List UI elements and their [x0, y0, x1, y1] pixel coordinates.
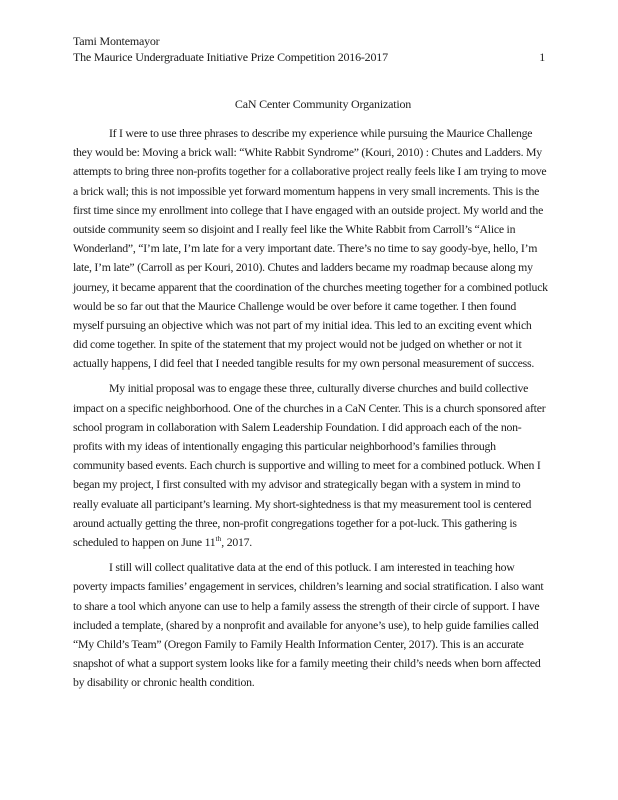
- text-line: journey, it became apparent that the coordination of the churches meeting together for a combined potluck: [73, 279, 548, 294]
- text-line: I still will collect qualitative data at the end of this potluck. I am interested in teaching how: [109, 560, 515, 575]
- document-title: CaN Center Community Organization: [234, 97, 412, 111]
- text-line: around actually getting the three, non-profit congregations together for a pot-luck. This gathering is: [73, 515, 517, 530]
- competition-title: The Maurice Undergraduate Initiative Prize Competition 2016-2017: [73, 50, 388, 64]
- paragraph: [73, 379, 545, 552]
- text-line: poverty impacts families’ engagement in services, children’s learning and social stratification. I also want: [73, 579, 544, 594]
- page-header: [73, 33, 545, 65]
- text-line: first time since my enrollment into college that I have engaged with an outside project. My world and the: [73, 202, 544, 217]
- text-segment: scheduled to happen on June 11: [73, 534, 216, 549]
- text-line: My initial proposal was to engage these three, culturally diverse churches and build collective: [109, 381, 529, 396]
- paragraph: [73, 124, 548, 373]
- text-line: outside community seem so disjoint and I really feel like the White Rabbit from Carroll’s “Alice in: [73, 221, 516, 236]
- text-line: snapshot of what a support system looks like for a family meeting their child’s needs when born affected: [73, 656, 541, 671]
- text-line: late, I’m late” (Carroll as per Kouri, 2010). Chutes and ladders became my roadmap because along my: [73, 260, 533, 275]
- text-line: [73, 533, 545, 552]
- text-segment: , 2017.: [221, 534, 252, 549]
- superscript: th: [215, 534, 222, 544]
- text-line: myself pursuing an objective which was not part of my initial idea. This led to an exciting event which: [73, 317, 532, 332]
- text-line: included a template, (shared by a nonprofit and available for anyone’s use), to help guide families called: [73, 617, 539, 632]
- paragraph: [73, 558, 545, 692]
- document-body: [73, 124, 548, 692]
- text-line: community based events. Each church is supportive and willing to meet for a combined potluck. When I: [73, 458, 541, 473]
- header-line-competition: [73, 49, 545, 65]
- text-line: Wonderland”, “I’m late, I’m late for a very important date. There’s no time to say goody-bye, hello, I’m: [73, 241, 538, 256]
- text-line: attempts to bring three non-profits together for a collaborative project really feels like I am trying to move: [73, 164, 547, 179]
- text-line: If I were to use three phrases to describe my experience while pursuing the Maurice Challenge: [109, 126, 533, 140]
- text-line: did come together. In spite of the statement that my project would not be judged on whether or not it: [73, 337, 522, 352]
- page-number: 1: [539, 50, 545, 64]
- text-line: actually happens, I did feel that I needed tangible results for my own personal measurement of success.: [73, 356, 535, 371]
- text-line: “My Child’s Team” (Oregon Family to Family Health Information Center, 2017). This is an accurate: [73, 636, 524, 651]
- text-line: they would be: Moving a brick wall: “White Rabbit Syndrome” (Kouri, 2010) : Chutes and Ladders. My: [73, 145, 542, 160]
- text-line: really evaluate all participant’s learning. My short-sightedness is that my measurement tool is centered: [73, 496, 532, 511]
- text-line: to share a tool which anyone can use to help a family assess the strength of their circle of support. I have: [73, 598, 540, 613]
- text-line: impact on a specific neighborhood. One of the churches in a CaN Center. This is a church sponsored after: [73, 400, 546, 415]
- header-line-author: [73, 33, 545, 49]
- text-line: began my project, I first consulted with my advisor and strategically began with a system in mind to: [73, 477, 521, 492]
- text-line: school program in collaboration with Salem Leadership Foundation. I did approach each of the non-: [73, 419, 522, 434]
- text-line: would be so far out that the Maurice Challenge would be over before it came together. I then found: [73, 298, 516, 313]
- text-line: profits with my ideas of intentionally engaging this particular neighborhood’s families through: [73, 439, 496, 453]
- text-line: a brick wall; this is not impossible yet forward momentum happens in very small increments. This is the: [73, 183, 540, 198]
- author-name: Tami Montemayor: [73, 34, 160, 48]
- text-line: by disability or chronic health condition.: [73, 675, 255, 690]
